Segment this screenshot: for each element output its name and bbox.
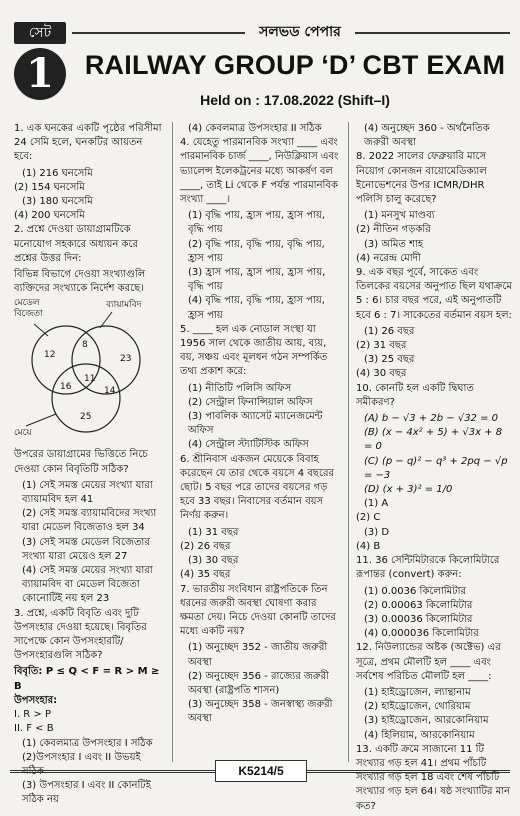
column-3 [356, 122, 512, 816]
question-4: 4. যেহেতু পারমানবিক সংখ্যা ____ এবং পারমানবিক চার্জ ____, নিউক্লিয়াস এবং ভ্যালেন্স ইলেকট্রনের মধ্যে আকর্ষণ বল ____, তাই Li থেকে F পর্যন্ত পারমানবিক সংখ্যা ____। [180, 137, 339, 206]
solved-paper-label: সলভড পেপার [245, 20, 355, 44]
question-7: 7. ভারতীয় সংবিধান রাষ্ট্রপতিকে তিন ধরনের জরুরী অবস্থা ঘোষণা করার ক্ষমতা দেয়। নিচে দেওয়া কোনটি তাদের মধ্যে একটি নয়? [180, 583, 336, 638]
question-10: 10. কোনটি হল একটি দ্বিঘাত সমীকরণ? [356, 382, 474, 408]
option: (2) নীতিন গড়করি [356, 224, 431, 236]
held-on-date: Held on : 17.08.2022 (Shift–I) [200, 92, 390, 108]
question-12: 12. নিউল্যান্ডের অষ্টক (অক্টেভ) এর সূত্রে, প্রথম মৌলটি হল ____ এবং সর্বশেষ পরিচিত মৌলটি হল ____: [356, 642, 501, 682]
option: (3) 25 বছর [364, 354, 415, 366]
option: (2) 31 বছর [356, 340, 407, 352]
option: (1) সেই সমস্ত মেয়ের সংখ্যা যারা ব্যায়ামবিদ হল 41 [22, 479, 153, 506]
option: (4) 35 বছর [180, 569, 231, 581]
option: (1) 26 বছর [364, 325, 415, 337]
option: (1) বৃদ্ধি পায়, হ্রাস পায়, হ্রাস পায়, বৃদ্ধি পায় [188, 210, 326, 236]
question-2-note: বিভিন্ন বিভাগে দেওয়া সংখ্যাগুলি ব্যক্তিদের সংখ্যাকে নির্দেশ করছে। [14, 269, 146, 295]
column-divider [348, 122, 349, 762]
option: (4) 200 ঘনসেমি [14, 210, 85, 222]
set-number-badge: 1 [14, 48, 66, 100]
conclusion: II. F < B [14, 723, 54, 735]
option: (2) সেন্ট্রাল ফিনান্সিয়াল অফিস [188, 396, 313, 408]
option: (2) C [356, 512, 381, 524]
option: (4) কেবলমাত্র উপসংহার II সঠিক [188, 123, 322, 134]
option: (1) 216 ঘনসেমি [22, 167, 93, 179]
option: (1) অনুচ্ছেদ 352 - জাতীয় জরুরী অবস্থা [188, 642, 328, 668]
option: (2) 154 ঘনসেমি [14, 181, 85, 193]
equation: (B) (x − 4x² + 5) + √3x + 8 = 0 [364, 427, 503, 453]
venn-value: 16 [60, 382, 72, 393]
question-1-options [14, 167, 162, 224]
question-3: 3. প্রশ্নে, একটি বিবৃতি এবং দুটি উপসংহার দেওয়া হয়েছে। বিবৃতির সাপেক্ষে কোন উপসংহারটি/উপসংহারগুলি সঠিক? [14, 607, 147, 662]
equation: (D) (x + 3)² = 1/0 [364, 484, 453, 496]
question-6: 6. শ্রীনিবাস একজন মেয়েকে বিবাহ করেছেন যে তার থেকে বয়সে 4 বছরের ছোট। 5 বছর পরে তাদের বয়সের গড় হবে 33 বছর। নিবাসের বর্তমান বয়স নির্ণয় করুন। [180, 453, 334, 522]
question-5: 5. ____ হল এক নোডাল সংস্থা যা 1956 সাল থেকে জাতীয় আয়, ব্যয়, বয়, সঞ্চয় এবং মূলধন গঠন সম্পর্কিত তথ্য প্রকাশ করে: [180, 323, 328, 378]
question-1: 1. এক ঘনকের একটি পৃষ্ঠের পরিসীমা 24 সেমি হলে, ঘনকটির আয়তন হবে: [14, 123, 162, 163]
question-2-stem: উপরের ডায়াগ্রামের ভিত্তিতে নিচে দেওয়া কোন বিবৃতিটি সঠিক? [14, 449, 148, 475]
conclusion: I. R > P [14, 709, 52, 721]
option: (2) অনুচ্ছেদ 356 - রাজ্যের জরুরী অবস্থা (রাষ্ট্রপতি শাসন) [188, 670, 329, 696]
option: (1) A [364, 498, 389, 510]
option: (4) বৃদ্ধি পায়, বৃদ্ধি পায়, হ্রাস পায়, হ্রাস পায় [188, 295, 325, 321]
venn-label-gymnast: ব্যায়ামবিদ [106, 300, 142, 311]
equation: (A) b − √3 + 2b − √32 = 0 [364, 413, 499, 425]
option: (2) বৃদ্ধি পায়, বৃদ্ধি পায়, বৃদ্ধি পায়, হ্রাস পায় [188, 238, 325, 264]
question-2: 2. প্রশ্নে দেওয়া ডায়াগ্রামটিকে মনোযোগ সহকারে অধ্যয়ন করে প্রশ্নের উত্তর দিন: [14, 224, 139, 264]
venn-value: 25 [80, 412, 92, 423]
option: (3) অনুচ্ছেদ 358 - জনস্বাস্থ্য জরুরী অবস্থা [188, 699, 333, 725]
question-9: 9. এক বছর পূর্বে, সাকেত এবং তিলকের বয়সের অনুপাত ছিল যথাক্রমে 5 : 6। চার বছর পরে, এই অনুপাতটি হবে 6 : 7। সাকেতের বর্তমান বয়স হল: [356, 267, 512, 321]
option: (3) 30 বছর [188, 555, 239, 567]
option: (1) হাইড্রোজেন, ল্যান্থানাম [364, 686, 471, 698]
option: (4) অনুচ্ছেদ 360 - অর্থনৈতিক জরুরী অবস্থা [364, 123, 490, 149]
option: (1) 0.0036 কিলোমিটার [364, 585, 467, 597]
option: (4) 30 বছর [356, 368, 407, 380]
question-9-options [356, 325, 512, 382]
column-1 [14, 122, 162, 808]
venn-label-girl: মেয়ে [14, 428, 32, 439]
venn-value: 12 [44, 350, 56, 361]
column-2 [180, 122, 340, 727]
option: (2) 26 বছর [180, 540, 231, 552]
question-6-options [180, 526, 340, 583]
question-10-options [356, 497, 512, 554]
pointer-line [26, 414, 56, 426]
venn-value: 23 [120, 354, 132, 365]
option: (3) 0.00036 কিলোমিটার [364, 613, 473, 625]
question-13: 13. একটি ক্রমে সাজানো 11 টি সংখ্যার গড় হল 41। প্রথম পাঁচটি সংখ্যার গড় হল 18 এবং শেষ পাঁচটি সংখ্যার গড় হল 64। ষষ্ঠ সংখ্যাটির মান কত? [356, 743, 511, 812]
option: (3) অমিত শাহ [364, 238, 424, 250]
option: (4) সেন্ট্রাল স্ট্যাটিস্টিক অফিস [188, 439, 309, 451]
option: (1) কেবলমাত্র উপসংহার I সঠিক [22, 737, 153, 749]
option: (4) 0.000036 কিলোমিটার [364, 628, 479, 640]
option: (2)উপসংহার I এবং II উভয়ই সঠিক [22, 751, 141, 777]
equation: (C) (p − q)² − q³ + 2pq − √p = −3 [364, 455, 508, 481]
pointer-line [34, 324, 48, 336]
option: (3) সেই সমস্ত মেডেল বিজেতার সংখ্যা যারা মেয়েও হল 27 [22, 536, 150, 562]
option: (4) সেই সমস্ত মেয়ের সংখ্যা যারা ব্যায়ামবিদ বা মেডেল বিজেতা কোনোটিই নয় হল 23 [22, 565, 153, 605]
option: (1) 31 বছর [188, 526, 239, 538]
venn-label-medal: মেডেল বিজেতা [14, 298, 43, 320]
venn-value: 8 [82, 340, 88, 351]
option: (3) উপসংহার I এবং II কোনটিই সঠিক নয় [22, 780, 151, 806]
option: (3) হ্রাস পায়, হ্রাস পায়, হ্রাস পায়, বৃদ্ধি পায় [188, 267, 326, 293]
venn-diagram [14, 298, 162, 448]
set-label: সেট [14, 22, 66, 44]
question-3-conclusion-head: উপসংহার: [14, 694, 58, 706]
option: (4) B [356, 540, 381, 552]
option: (3) D [364, 526, 390, 538]
column-divider [172, 122, 173, 762]
option: (2) হাইড্রোজেন, থোরিয়াম [364, 701, 471, 713]
option: (4) নরেন্দ্র মোদী [356, 252, 421, 264]
option: (1) নীতিটি পলিসি অফিস [188, 382, 292, 394]
page-title: RAILWAY GROUP ‘D’ CBT EXAM [84, 50, 506, 80]
venn-value: 14 [104, 386, 116, 397]
option: (2) 0.00063 কিলোমিটার [364, 599, 473, 611]
venn-value: 11 [84, 374, 96, 385]
question-11: 11. 36 সেন্টিমিটারকে কিলোমিটারে রূপান্তর (convert) করুন: [356, 555, 500, 581]
option: (3) পাবলিক অ্যাসেট ম্যানেজমেন্ট অফিস [188, 411, 323, 437]
option: (3) হাইড্রোজেন, আরকোনিয়াম [364, 715, 489, 727]
question-8-options [356, 209, 512, 266]
option: (1) মনসুখ মাণ্ডব্য [364, 210, 435, 222]
option: (3) 180 ঘনসেমি [22, 196, 93, 208]
question-3-statement: বিবৃতি: P ≤ Q < F = R > M ≥ B [14, 666, 160, 692]
question-8: 8. 2022 সালের ফেব্রুয়ারি মাসে নিয়োগ কোনজন বায়োমেডিক্যাল ইনোভেশনের উপর ICMR/DHR পলিসি চালু করেছে? [356, 151, 487, 206]
option: (2) সেই সমস্ত ব্যায়ামবিদের সংখ্যা যারা মেডেল বিজেতাও হল 34 [22, 508, 157, 534]
option: (4) হিলিয়াম, আরকোনিয়াম [364, 729, 475, 741]
page-code: K5214/5 [215, 760, 307, 782]
